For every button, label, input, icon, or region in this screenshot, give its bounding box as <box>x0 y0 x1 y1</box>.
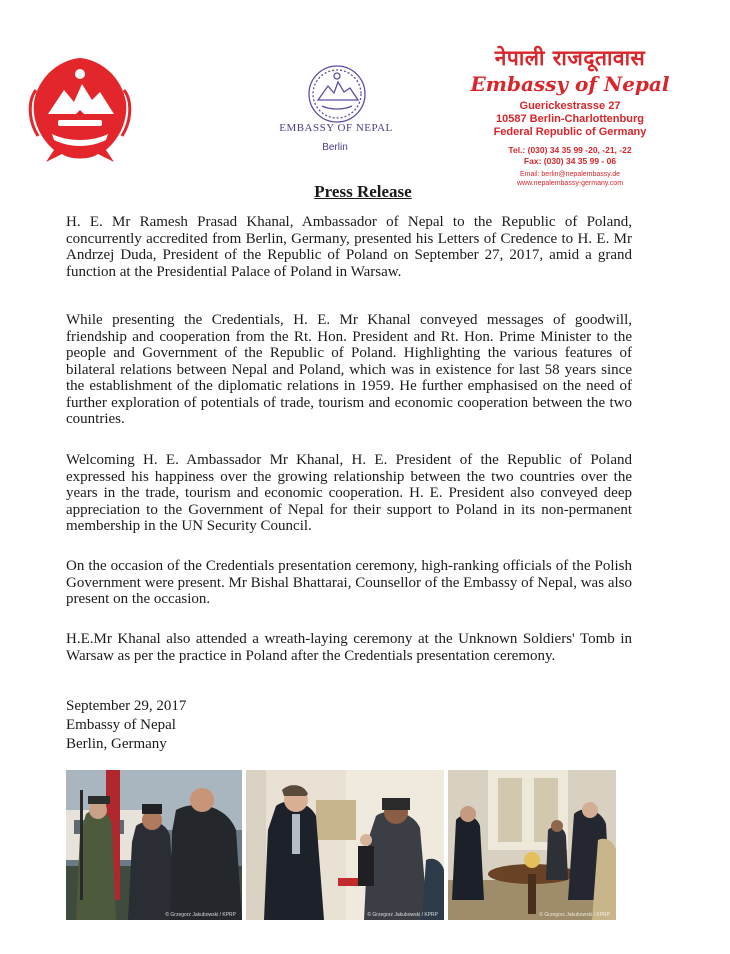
release-date: September 29, 2017 <box>66 698 187 714</box>
letterhead-city: 10587 Berlin-Charlottenburg <box>496 113 644 125</box>
letterhead-nepali-name: नेपाली राजदूतावास <box>494 46 646 70</box>
seal-city: Berlin <box>322 142 348 153</box>
letterhead-tel: Tel.: (030) 34 35 99 -20, -21, -22 <box>508 145 632 155</box>
photo-meeting-room <box>448 770 616 920</box>
paragraph-3: Welcoming H. E. Ambassador Mr Khanal, H. E. President of the Republic of Poland expressed his happiness over the growing relationship between the two countries over the years in the trade, tourism and economic cooperation. H. E. President also conveyed deep appreciation to the Government of Nepal for their support to Poland in its non-permanent membership in the UN Security Council. <box>66 452 632 534</box>
photo-credit-1: © Grzegorz Jakubowski / KPRP <box>165 912 236 918</box>
photo-credentials-handover <box>246 770 444 920</box>
signature-org: Embassy of Nepal <box>66 717 176 733</box>
nepal-emblem-icon <box>18 50 142 170</box>
document-title-text: Press Release <box>314 182 412 201</box>
letterhead-web: www.nepalembassy-germany.com <box>516 180 624 187</box>
letterhead-street: Guerickestrasse 27 <box>519 100 621 112</box>
seal-caption: EMBASSY OF NEPAL <box>279 122 393 134</box>
paragraph-4: On the occasion of the Credentials presentation ceremony, high-ranking officials of the Polish Government were present. Mr Bishal Bhattarai, Counsellor of the Embassy of Nepal, was also present on the occasion. <box>66 558 632 607</box>
signature-city: Berlin, Germany <box>66 736 167 752</box>
photo-guard-of-honour <box>66 770 242 920</box>
letterhead-embassy-name: Embassy of Nepal <box>470 72 670 96</box>
paragraph-5: H.E.Mr Khanal also attended a wreath-laying ceremony at the Unknown Soldiers' Tomb in Warsaw as per the practice in Poland after the Credentials presentation ceremony. <box>66 631 632 664</box>
letterhead-email: Email: berlin@nepalembassy.de <box>520 171 620 178</box>
paragraph-1: H. E. Mr Ramesh Prasad Khanal, Ambassador of Nepal to the Republic of Poland, concurrently accredited from Berlin, Germany, presented his Letters of Credence to H. E. Mr Andrzej Duda, President of the Republic of Poland on September 27, 2017, amid a grand function at the Presidential Palace of Poland in Warsaw. <box>66 214 632 280</box>
letterhead <box>470 46 670 188</box>
signature-block <box>66 697 186 754</box>
paragraph-2: While presenting the Credentials, H. E. Mr Khanal conveyed messages of goodwill, friendship and cooperation from the Rt. Hon. President and Rt. Hon. Prime Minister to the people and Government of the Republic of Poland. Highlighting the various features of bilateral relations between Nepal and Poland, which was in existence for last 58 years since the establishment of the diplomatic relations in 1959. He further emphasised on the need of further exploration of potentials of trade, tourism and economic cooperation between the two countries. <box>66 312 632 427</box>
document-title <box>0 182 730 202</box>
letterhead-fax: Fax: (030) 34 35 99 - 06 <box>523 156 617 166</box>
photo-credit-2: © Grzegorz Jakubowski / KPRP <box>367 912 438 918</box>
letterhead-country: Federal Republic of Germany <box>493 126 647 138</box>
photo-credit-3: © Grzegorz Jakubowski / KPRP <box>539 912 610 918</box>
